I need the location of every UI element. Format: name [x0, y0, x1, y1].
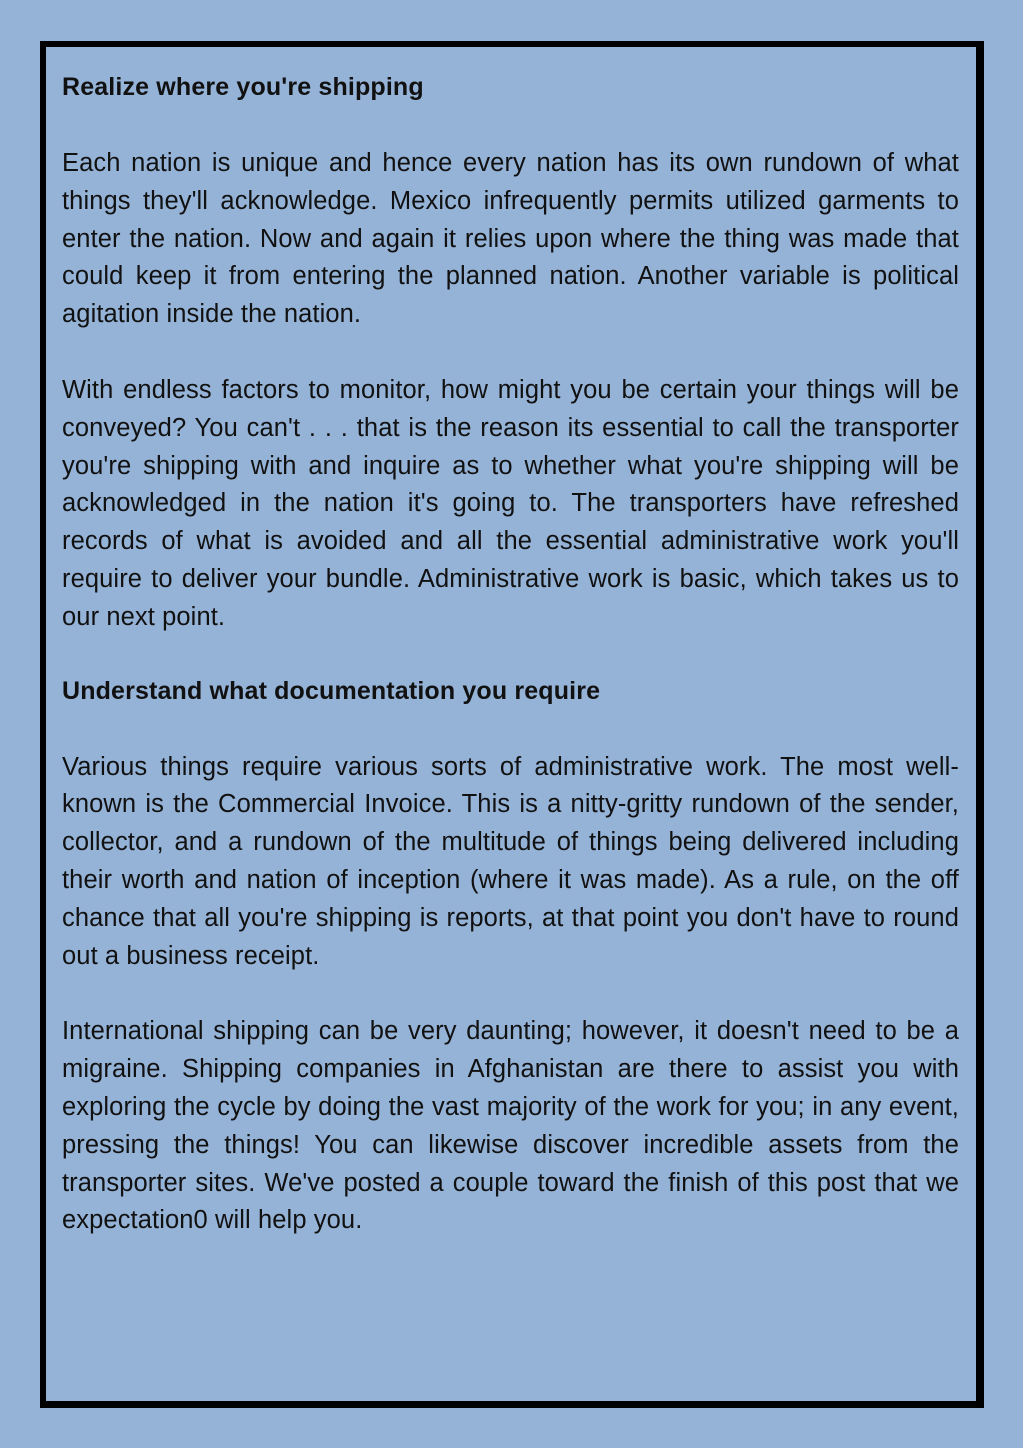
paragraph-international-shipping: International shipping can be very daunting; however, it doesn't need to be a migraine. Shipping companies in Afghanistan are there to assist you with exploring the cycle by doing the vast majority of the work for you; in any event, pressing the things! You can likewise discover incredible assets from the transporter sites. We've posted a couple toward the finish of this post that we expectation0 will help you. — [62, 1017, 959, 1235]
section-heading-documentation: Understand what documentation you require — [62, 676, 601, 705]
section-heading-shipping-destination: Realize where you're shipping — [62, 73, 424, 101]
paragraph-nation-rules: Each nation is unique and hence every nation has its own rundown of what things they'll acknowledge. Mexico infrequently permits utilized garments to enter the nation. Now and again it relies upon where the thing was made that could keep it from entering the planned nation. Another variable is political agitation inside the nation. — [62, 149, 959, 329]
paragraph-contact-transporter: With endless factors to monitor, how might you be certain your things will be conveyed? You can't . . . that is the reason its essential to call the transporter you're shipping with and inquire as to whether what you're shipping will be acknowledged in the nation it's going to. The transporters have refreshed records of what is avoided and all the essential administrative work you'll require to deliver your bundle. Administrative work is basic, which takes us to our next point. — [62, 375, 959, 631]
article-body — [62, 71, 959, 1240]
paragraph-commercial-invoice: Various things require various sorts of administrative work. The most well-known is the Commercial Invoice. This is a nitty-gritty rundown of the sender, collector, and a rundown of the multitude of things being delivered including their worth and nation of inception (where it was made). As a rule, on the off chance that all you're shipping is reports, at that point you don't have to round out a business receipt. — [62, 752, 959, 970]
page-border-frame — [40, 41, 984, 1408]
